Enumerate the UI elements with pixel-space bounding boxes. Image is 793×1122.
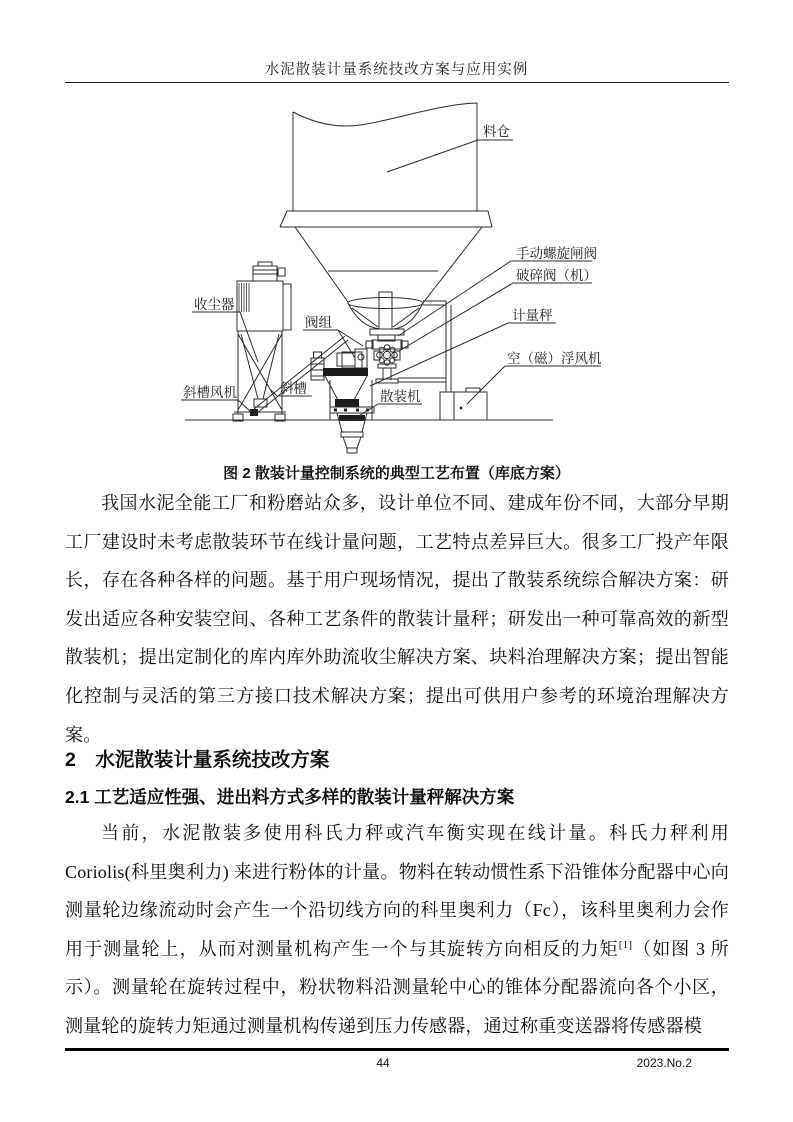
silo-outline (280, 103, 492, 303)
weighing-scale-label: 计量秤 (512, 308, 553, 323)
chute-label: 斜槽 (280, 381, 307, 396)
paragraph-2-text-start: 当前，水泥散装多使用科氏力秤或汽车衡实现在线计量。科氏力秤利用Coriolis(科里奥利力) 来进行粉体的计量。物料在转动惯性系下沿锥体分配器中心向测量轮边缘流动时会产生一个沿切线方向的科里奥利力（Fc），该科里奥利力会作用于测量轮上，从而对测量机构产生一个与其旋转方向相反的力矩 (65, 823, 729, 959)
section-heading: 2 水泥散装计量系统技改方案 (65, 749, 330, 771)
header-rule (65, 82, 729, 83)
crushing-valve-star (374, 345, 400, 383)
fan-box (440, 388, 487, 420)
silo-label: 料仓 (483, 124, 510, 139)
paragraph-1: 我国水泥全能工厂和粉磨站众多，设计单位不同、建成年份不同，大部分早期工厂建设时未考虑散装环节在线计量问题，工艺特点差异巨大。很多工厂投产年限长，存在各种各样的问题。基于用户现场情况，提出了散装系统综合解决方案：研发出适应各种安装空间、各种工艺条件的散装计量秤；研发出一种可靠高效的新型散装机；提出定制化的库内库外助流收尘解决方案、块料治理解决方案；提出智能化控制与灵活的第三方接口技术解决方案；提出可供用户参考的环境治理解决方案。 (65, 493, 729, 745)
dust-collector (233, 262, 291, 421)
paragraph-2-text-end: （如图 3 所示）。测量轮在旋转过程中，粉状物料沿测量轮中心的锥体分配器流向各个小区，测量轮的旋转力矩通过测量机构传递到压力传感器，通过称重变送器将传感器模 (65, 938, 729, 1036)
bulk-loader-label: 散装机 (380, 389, 421, 404)
figure-caption: 图 2 散装计量控制系统的典型工艺布置（库底方案） (223, 465, 570, 482)
crushing-valve-label: 破碎阀（机） (516, 268, 597, 283)
figure-2-diagram (0, 95, 793, 461)
weighing-scale-vessel (323, 352, 374, 420)
chute-fan-label: 斜槽风机 (183, 385, 237, 400)
gate-valve-assembly (366, 329, 408, 349)
running-header-title: 水泥散装计量系统技改方案与应用实例 (264, 62, 529, 78)
dust-collector-label: 收尘器 (194, 297, 235, 312)
issue-number: 2023.No.2 (636, 1056, 692, 1070)
citation-superscript: [1] (618, 938, 633, 951)
footer-rule (65, 1048, 729, 1051)
valve-group-label: 阀组 (305, 315, 332, 330)
silo-discharge-bowl (348, 292, 423, 329)
paragraph-2 (65, 814, 729, 1046)
manual-spiral-gate-valve-label: 手动螺旋闸阀 (516, 246, 597, 261)
page-number: 44 (376, 1056, 390, 1070)
subsection-heading: 2.1 工艺适应性强、进出料方式多样的散装计量秤解决方案 (65, 787, 515, 807)
bulk-loader-spout (337, 413, 367, 453)
air-magnetic-levitation-fan-label: 空（磁）浮风机 (507, 351, 602, 366)
